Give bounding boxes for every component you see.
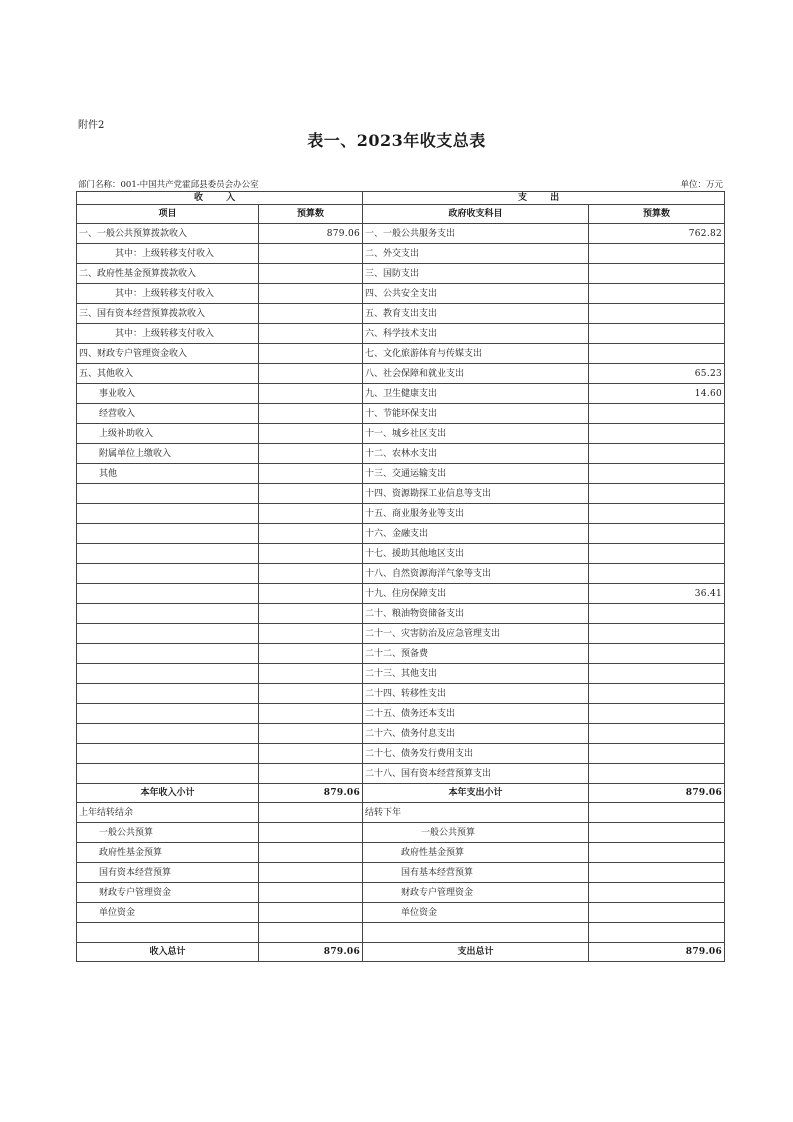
- carry-row: [77, 923, 725, 943]
- income-amount: [259, 704, 363, 724]
- expense-item: 十三、交通运输支出: [363, 464, 589, 484]
- carry-income-amount: [259, 863, 363, 883]
- expense-item: 二十一、灾害防治及应急管理支出: [363, 624, 589, 644]
- income-amount: [259, 524, 363, 544]
- expense-amount: [589, 444, 725, 464]
- expense-amount: [589, 424, 725, 444]
- table-row: [77, 264, 725, 284]
- expense-amount: [589, 284, 725, 304]
- table-row: [77, 624, 725, 644]
- table-row: [77, 244, 725, 264]
- expense-item: 二、外交支出: [363, 244, 589, 264]
- carry-expense-amount: [589, 863, 725, 883]
- income-amount: [259, 484, 363, 504]
- expense-item: 十、节能环保支出: [363, 404, 589, 424]
- expense-amount: 14.60: [589, 384, 725, 404]
- budget-summary-table: [76, 191, 725, 962]
- expense-amount: [589, 704, 725, 724]
- carry-row: [77, 903, 725, 923]
- section-expense: 支 出: [363, 192, 725, 205]
- expense-amount: [589, 724, 725, 744]
- income-item: 四、财政专户管理资金收入: [77, 344, 259, 364]
- table-row: [77, 664, 725, 684]
- col-budget: 预算数: [259, 205, 363, 224]
- carry-expense-amount: [589, 803, 725, 823]
- expense-item: 二十、粮油物资储备支出: [363, 604, 589, 624]
- expense-amount: [589, 604, 725, 624]
- expense-amount: [589, 664, 725, 684]
- expense-item: 七、文化旅游体育与传媒支出: [363, 344, 589, 364]
- table-row: [77, 524, 725, 544]
- income-item: [77, 604, 259, 624]
- income-amount: [259, 564, 363, 584]
- expense-item: 二十八、国有资本经营预算支出: [363, 764, 589, 784]
- expense-item: 九、卫生健康支出: [363, 384, 589, 404]
- income-amount: [259, 364, 363, 384]
- income-amount: [259, 584, 363, 604]
- expense-amount: 65.23: [589, 364, 725, 384]
- expense-item: 十六、金融支出: [363, 524, 589, 544]
- table-row: [77, 224, 725, 244]
- expense-item: 十二、农林水支出: [363, 444, 589, 464]
- carry-income-item: 上年结转结余: [77, 803, 259, 823]
- expense-amount: [589, 244, 725, 264]
- carry-income-amount: [259, 843, 363, 863]
- income-amount: [259, 724, 363, 744]
- expense-total-amount: 879.06: [589, 943, 725, 962]
- income-amount: [259, 544, 363, 564]
- expense-item: 一、一般公共服务支出: [363, 224, 589, 244]
- expense-amount: [589, 544, 725, 564]
- expense-item: 十一、城乡社区支出: [363, 424, 589, 444]
- expense-amount: [589, 304, 725, 324]
- carry-income-item: 财政专户管理资金: [77, 883, 259, 903]
- income-item: [77, 584, 259, 604]
- expense-amount: 36.41: [589, 584, 725, 604]
- table-row: [77, 424, 725, 444]
- col-expense-item: 政府收支科目: [363, 205, 589, 224]
- income-amount: [259, 324, 363, 344]
- income-amount: [259, 744, 363, 764]
- table-row: [77, 564, 725, 584]
- income-item: 其他: [77, 464, 259, 484]
- table-row: [77, 644, 725, 664]
- carry-expense-item: 政府性基金预算: [363, 843, 589, 863]
- expense-amount: [589, 524, 725, 544]
- attachment-label: 附件2: [78, 120, 105, 131]
- table-row: [77, 584, 725, 604]
- table-row: [77, 504, 725, 524]
- carry-income-item: [77, 923, 259, 943]
- table-row: [77, 724, 725, 744]
- income-item: [77, 664, 259, 684]
- income-amount: [259, 264, 363, 284]
- table-row: [77, 604, 725, 624]
- expense-item: 十七、援助其他地区支出: [363, 544, 589, 564]
- income-amount: [259, 304, 363, 324]
- col-item: 项目: [77, 205, 259, 224]
- income-item: [77, 644, 259, 664]
- income-item: [77, 724, 259, 744]
- income-item: [77, 764, 259, 784]
- table-row: [77, 544, 725, 564]
- carry-row: [77, 843, 725, 863]
- subtotal-row: [77, 784, 725, 803]
- income-subtotal-label: 本年收入小计: [77, 784, 259, 803]
- carry-expense-amount: [589, 843, 725, 863]
- expense-amount: [589, 744, 725, 764]
- expense-item: 十九、住房保障支出: [363, 584, 589, 604]
- unit-label: 单位：万元: [680, 180, 723, 190]
- table-row: [77, 764, 725, 784]
- income-item: 附属单位上缴收入: [77, 444, 259, 464]
- income-item: [77, 684, 259, 704]
- carry-income-amount: [259, 823, 363, 843]
- carry-row: [77, 823, 725, 843]
- income-item: 五、其他收入: [77, 364, 259, 384]
- table-row: [77, 344, 725, 364]
- table-row: [77, 324, 725, 344]
- carry-row: [77, 883, 725, 903]
- expense-item: 八、社会保障和就业支出: [363, 364, 589, 384]
- income-amount: [259, 644, 363, 664]
- expense-item: 六、科学技术支出: [363, 324, 589, 344]
- expense-amount: [589, 484, 725, 504]
- income-amount: [259, 424, 363, 444]
- expense-amount: [589, 684, 725, 704]
- income-amount: [259, 464, 363, 484]
- income-amount: [259, 684, 363, 704]
- carry-row: [77, 863, 725, 883]
- expense-amount: [589, 644, 725, 664]
- carry-income-item: 一般公共预算: [77, 823, 259, 843]
- carry-income-item: 单位资金: [77, 903, 259, 923]
- expense-item: 五、教育支出支出: [363, 304, 589, 324]
- page-title: 表一、2023年收支总表: [307, 131, 486, 150]
- table-row: [77, 684, 725, 704]
- carry-row: [77, 803, 725, 823]
- expense-subtotal-amount: 879.06: [589, 784, 725, 803]
- income-amount: [259, 404, 363, 424]
- total-row: [77, 943, 725, 962]
- expense-item: 二十四、转移性支出: [363, 684, 589, 704]
- expense-amount: [589, 464, 725, 484]
- income-amount: [259, 664, 363, 684]
- income-amount: [259, 344, 363, 364]
- carry-expense-item: 财政专户管理资金: [363, 883, 589, 903]
- col-expense-budget: 预算数: [589, 205, 725, 224]
- income-item: 一、一般公共预算拨款收入: [77, 224, 259, 244]
- table-row: [77, 464, 725, 484]
- column-header-row: [77, 205, 725, 224]
- carry-expense-item: 一般公共预算: [363, 823, 589, 843]
- income-amount: [259, 504, 363, 524]
- carry-expense-amount: [589, 903, 725, 923]
- income-amount: [259, 604, 363, 624]
- carry-income-amount: [259, 903, 363, 923]
- table-row: [77, 304, 725, 324]
- expense-amount: [589, 324, 725, 344]
- expense-item: 二十二、预备费: [363, 644, 589, 664]
- expense-amount: [589, 264, 725, 284]
- carry-expense-amount: [589, 923, 725, 943]
- income-amount: [259, 764, 363, 784]
- table-row: [77, 384, 725, 404]
- table-row: [77, 704, 725, 724]
- income-item: [77, 624, 259, 644]
- expense-amount: [589, 404, 725, 424]
- carry-income-amount: [259, 883, 363, 903]
- carry-income-amount: [259, 803, 363, 823]
- expense-item: 三、国防支出: [363, 264, 589, 284]
- expense-amount: [589, 624, 725, 644]
- expense-item: 二十五、债务还本支出: [363, 704, 589, 724]
- income-amount: [259, 244, 363, 264]
- income-amount: [259, 624, 363, 644]
- income-item: [77, 524, 259, 544]
- carry-expense-item: [363, 923, 589, 943]
- income-item: [77, 564, 259, 584]
- expense-amount: [589, 764, 725, 784]
- income-item: 二、政府性基金预算拨款收入: [77, 264, 259, 284]
- carry-expense-item: 国有基本经营预算: [363, 863, 589, 883]
- department-name: 部门名称：001-中国共产党霍邱县委员会办公室: [78, 180, 259, 190]
- income-item: 事业收入: [77, 384, 259, 404]
- income-item: [77, 544, 259, 564]
- expense-total-label: 支出总计: [363, 943, 589, 962]
- expense-amount: 762.82: [589, 224, 725, 244]
- carry-income-amount: [259, 923, 363, 943]
- income-amount: [259, 384, 363, 404]
- income-item: 其中：上级转移支付收入: [77, 244, 259, 264]
- table-row: [77, 404, 725, 424]
- carry-expense-item: 结转下年: [363, 803, 589, 823]
- section-income: 收 入: [77, 192, 363, 205]
- expense-item: 二十七、债务发行费用支出: [363, 744, 589, 764]
- income-amount: [259, 284, 363, 304]
- expense-amount: [589, 564, 725, 584]
- income-item: 经营收入: [77, 404, 259, 424]
- expense-item: 十四、资源勘探工业信息等支出: [363, 484, 589, 504]
- table-row: [77, 284, 725, 304]
- carry-income-item: 政府性基金预算: [77, 843, 259, 863]
- income-item: 三、国有资本经营预算拨款收入: [77, 304, 259, 324]
- income-item: [77, 504, 259, 524]
- section-header-row: [77, 192, 725, 205]
- table-row: [77, 484, 725, 504]
- income-amount: 879.06: [259, 224, 363, 244]
- expense-item: 四、公共安全支出: [363, 284, 589, 304]
- table-row: [77, 444, 725, 464]
- expense-item: 十五、商业服务业等支出: [363, 504, 589, 524]
- income-total-label: 收入总计: [77, 943, 259, 962]
- carry-expense-amount: [589, 883, 725, 903]
- income-item: [77, 704, 259, 724]
- carry-expense-amount: [589, 823, 725, 843]
- carry-income-item: 国有资本经营预算: [77, 863, 259, 883]
- income-total-amount: 879.06: [259, 943, 363, 962]
- expense-amount: [589, 344, 725, 364]
- carry-expense-item: 单位资金: [363, 903, 589, 923]
- expense-item: 十八、自然资源海洋气象等支出: [363, 564, 589, 584]
- expense-item: 二十三、其他支出: [363, 664, 589, 684]
- income-amount: [259, 444, 363, 464]
- income-item: 上级补助收入: [77, 424, 259, 444]
- expense-subtotal-label: 本年支出小计: [363, 784, 589, 803]
- income-item: 其中：上级转移支付收入: [77, 284, 259, 304]
- table-row: [77, 744, 725, 764]
- income-item: [77, 484, 259, 504]
- expense-item: 二十六、债务付息支出: [363, 724, 589, 744]
- income-subtotal-amount: 879.06: [259, 784, 363, 803]
- table-row: [77, 364, 725, 384]
- income-item: [77, 744, 259, 764]
- expense-amount: [589, 504, 725, 524]
- income-item: 其中：上级转移支付收入: [77, 324, 259, 344]
